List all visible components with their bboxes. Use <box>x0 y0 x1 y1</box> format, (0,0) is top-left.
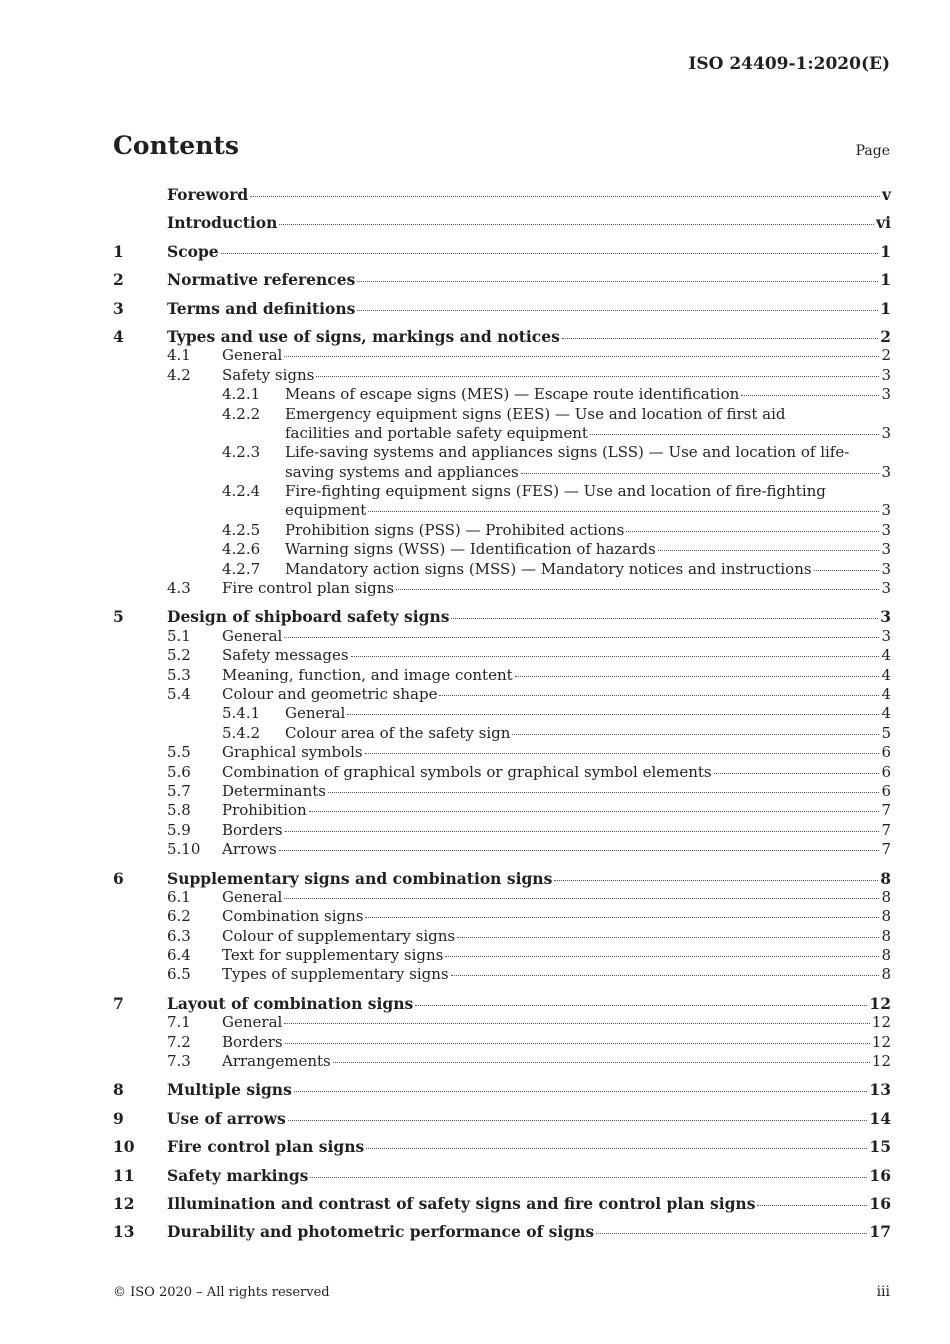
toc-entry-number: 2 <box>113 270 124 290</box>
toc-entry-page: 4 <box>881 684 891 703</box>
toc-entry-number: 8 <box>113 1080 124 1100</box>
toc-entry-title: equipment <box>285 501 367 520</box>
toc-leader-dots <box>590 434 880 435</box>
toc-entry[interactable] <box>113 666 891 685</box>
toc-entry-number: 4.2.6 <box>222 540 261 559</box>
toc-leader-dots <box>365 753 880 754</box>
toc-entry-number: 5.4.1 <box>222 704 261 723</box>
toc-entry-title: Combination signs <box>222 907 364 926</box>
page-title: Contents <box>113 131 240 160</box>
toc-entry-number: 4.2 <box>167 365 191 384</box>
toc-entry[interactable] <box>113 1080 891 1099</box>
toc-entry-number: 13 <box>113 1222 135 1242</box>
toc-entry-page: 8 <box>880 868 891 888</box>
toc-leader-dots <box>351 656 880 657</box>
toc-leader-dots <box>396 589 879 590</box>
toc-entry[interactable] <box>113 242 891 261</box>
toc-entry-page: 1 <box>880 298 891 318</box>
toc-leader-dots <box>285 1043 870 1044</box>
toc-entry-page: 14 <box>869 1108 891 1128</box>
toc-entry-number: 7 <box>113 993 124 1013</box>
toc-entry-page: 3 <box>881 462 891 481</box>
toc-entry-title: Safety markings <box>167 1165 309 1185</box>
toc-entry-page: 8 <box>881 926 891 945</box>
toc-entry-title: Layout of combination signs <box>167 993 414 1013</box>
toc-entry-number: 5.1 <box>167 626 191 645</box>
toc-entry-number: 7.2 <box>167 1032 191 1051</box>
toc-entry[interactable] <box>113 443 891 462</box>
toc-entry-title: Introduction <box>167 213 278 233</box>
toc-entry-title: Safety signs <box>222 365 315 384</box>
toc-entry-title: Fire-fighting equipment signs (FES) — Use and location of fire-fighting <box>285 482 826 501</box>
toc-entry[interactable] <box>113 1052 891 1071</box>
toc-entry-number: 5.4 <box>167 684 191 703</box>
toc-entry-page: 3 <box>881 540 891 559</box>
toc-entry-title: Borders <box>222 820 283 839</box>
toc-leader-dots <box>451 618 878 619</box>
toc-leader-dots <box>366 1148 867 1149</box>
toc-entry-title: Fire control plan signs <box>167 1137 365 1157</box>
toc-entry-page: v <box>881 185 891 204</box>
toc-leader-dots <box>814 570 880 571</box>
toc-entry-title: Warning signs (WSS) — Identification of hazards <box>285 540 656 559</box>
toc-entry-title: Multiple signs <box>167 1080 292 1100</box>
toc-entry-page: 12 <box>871 1052 891 1071</box>
toc-entry-number: 5.9 <box>167 820 191 839</box>
toc-entry-page: 3 <box>881 579 891 598</box>
toc-entry[interactable] <box>113 704 891 723</box>
toc-entry-page: 7 <box>881 820 891 839</box>
toc-entry[interactable] <box>113 1033 891 1052</box>
toc-entry[interactable] <box>113 1109 891 1128</box>
toc-entry-title: Colour of supplementary signs <box>222 926 456 945</box>
toc-leader-dots <box>515 676 880 677</box>
toc-leader-dots <box>658 550 880 551</box>
toc-entry[interactable] <box>113 946 891 965</box>
toc-entry[interactable] <box>113 366 891 385</box>
toc-leader-dots <box>316 376 879 377</box>
toc-entry-title: Arrangements <box>222 1052 331 1071</box>
toc-entry[interactable] <box>113 646 891 665</box>
toc-leader-dots <box>221 253 879 254</box>
toc-entry[interactable] <box>113 579 891 598</box>
toc-entry[interactable] <box>113 907 891 926</box>
toc-entry[interactable] <box>113 327 891 346</box>
toc-entry[interactable] <box>113 424 891 443</box>
toc-entry-title: Prohibition <box>222 801 307 820</box>
toc-leader-dots <box>288 1120 868 1121</box>
toc-entry-title: Colour area of the safety sign <box>285 723 511 742</box>
toc-entry-number: 5.10 <box>167 840 201 859</box>
toc-leader-dots <box>457 937 879 938</box>
toc-entry-page: 8 <box>881 907 891 926</box>
toc-leader-dots <box>596 1233 867 1234</box>
toc-entry-title: General <box>222 1013 283 1032</box>
toc-leader-dots <box>357 310 878 311</box>
toc-entry-title: saving systems and appliances <box>285 462 519 481</box>
toc-entry-page: vi <box>876 213 891 233</box>
toc-entry[interactable] <box>113 685 891 704</box>
toc-entry[interactable] <box>113 1137 891 1156</box>
toc-leader-dots <box>284 898 879 899</box>
page-column-label: Page <box>855 143 890 159</box>
toc-entry-title: General <box>222 626 283 645</box>
toc-entry-page: 12 <box>869 993 891 1013</box>
toc-entry[interactable] <box>113 213 891 232</box>
toc-entry-page: 3 <box>881 559 891 578</box>
toc-entry-number: 4 <box>113 326 124 346</box>
toc-leader-dots <box>347 714 879 715</box>
toc-entry-number: 4.3 <box>167 579 191 598</box>
toc-entry-number: 4.2.4 <box>222 482 261 501</box>
toc-entry-number: 6.5 <box>167 965 191 984</box>
toc-entry[interactable] <box>113 994 891 1013</box>
toc-leader-dots <box>284 637 879 638</box>
toc-entry-number: 11 <box>113 1165 135 1185</box>
toc-entry-title: Graphical symbols <box>222 743 363 762</box>
toc-entry-page: 1 <box>880 270 891 290</box>
toc-entry-title: facilities and portable safety equipment <box>285 423 588 442</box>
toc-leader-dots <box>626 531 879 532</box>
toc-entry-page: 7 <box>881 801 891 820</box>
toc-entry[interactable] <box>113 521 891 540</box>
toc-entry-title: Terms and definitions <box>167 298 356 318</box>
toc-entry-title: Types of supplementary signs <box>222 965 449 984</box>
toc-entry-title: Illumination and contrast of safety signs and fire control plan signs <box>167 1193 756 1213</box>
toc-entry[interactable] <box>113 185 891 204</box>
toc-entry-number: 1 <box>113 241 124 261</box>
toc-entry-page: 3 <box>881 520 891 539</box>
page-number: iii <box>876 1284 890 1300</box>
toc-entry-page: 5 <box>881 723 891 742</box>
toc-entry-page: 16 <box>869 1165 891 1185</box>
toc-entry-number: 5.8 <box>167 801 191 820</box>
toc-entry-title: Supplementary signs and combination signs <box>167 868 553 888</box>
toc-entry-number: 4.2.5 <box>222 520 261 539</box>
toc-entry-number: 6.2 <box>167 907 191 926</box>
toc-entry-number: 4.2.7 <box>222 559 261 578</box>
toc-entry-number: 5.7 <box>167 781 191 800</box>
toc-leader-dots <box>284 1023 870 1024</box>
toc-entry-title: Foreword <box>167 185 249 204</box>
toc-entry-page: 3 <box>881 385 891 404</box>
toc-entry[interactable] <box>113 724 891 743</box>
toc-leader-dots <box>285 831 880 832</box>
toc-leader-dots <box>279 224 874 225</box>
toc-entry-number: 7.3 <box>167 1052 191 1071</box>
toc-entry-number: 5.3 <box>167 665 191 684</box>
toc-entry[interactable] <box>113 270 891 289</box>
toc-entry-number: 3 <box>113 298 124 318</box>
toc-leader-dots <box>554 880 878 881</box>
toc-entry-number: 4.2.2 <box>222 404 261 423</box>
toc-entry-title: Fire control plan signs <box>222 579 395 598</box>
toc-entry-page: 6 <box>881 743 891 762</box>
toc-entry[interactable] <box>113 463 891 482</box>
toc-entry-title: Means of escape signs (MES) — Escape route identification <box>285 385 740 404</box>
toc-entry-page: 15 <box>869 1137 891 1157</box>
toc-entry-title: Emergency equipment signs (EES) — Use and location of first aid <box>285 404 786 423</box>
toc-entry-title: Text for supplementary signs <box>222 946 444 965</box>
table-of-contents <box>113 185 891 1242</box>
toc-entry-page: 13 <box>869 1080 891 1100</box>
toc-entry-title: Durability and photometric performance of signs <box>167 1222 595 1242</box>
toc-entry[interactable] <box>113 501 891 520</box>
toc-entry[interactable] <box>113 405 891 424</box>
toc-leader-dots <box>445 956 879 957</box>
toc-entry-page: 8 <box>881 887 891 906</box>
toc-entry-number: 10 <box>113 1137 135 1157</box>
toc-entry-page: 3 <box>881 365 891 384</box>
toc-leader-dots <box>309 811 880 812</box>
toc-entry-title: Meaning, function, and image content <box>222 665 513 684</box>
toc-entry[interactable] <box>113 1222 891 1241</box>
toc-entry-title: Borders <box>222 1032 283 1051</box>
copyright-notice: © ISO 2020 – All rights reserved <box>113 1285 330 1300</box>
toc-entry-page: 3 <box>881 423 891 442</box>
toc-entry-page: 4 <box>881 665 891 684</box>
toc-entry[interactable] <box>113 840 891 859</box>
toc-entry[interactable] <box>113 385 891 404</box>
toc-leader-dots <box>357 281 878 282</box>
toc-leader-dots <box>439 695 879 696</box>
toc-entry-title: Determinants <box>222 781 326 800</box>
toc-entry-number: 4.2.1 <box>222 385 261 404</box>
toc-entry[interactable] <box>113 869 891 888</box>
toc-entry[interactable] <box>113 540 891 559</box>
toc-entry-number: 4.2.3 <box>222 443 261 462</box>
toc-entry[interactable] <box>113 763 891 782</box>
toc-leader-dots <box>279 850 880 851</box>
toc-entry[interactable] <box>113 482 891 501</box>
toc-entry-title: Safety messages <box>222 646 349 665</box>
toc-entry-page: 3 <box>880 607 891 627</box>
toc-leader-dots <box>415 1005 867 1006</box>
toc-entry-number: 12 <box>113 1193 135 1213</box>
toc-entry-title: Scope <box>167 241 219 261</box>
toc-entry-number: 5.4.2 <box>222 723 261 742</box>
toc-entry-title: Use of arrows <box>167 1108 286 1128</box>
toc-entry-page: 2 <box>880 326 891 346</box>
toc-entry-title: Design of shipboard safety signs <box>167 607 450 627</box>
toc-entry-title: General <box>222 887 283 906</box>
toc-entry-number: 6.4 <box>167 946 191 965</box>
toc-entry-number: 9 <box>113 1108 124 1128</box>
toc-leader-dots <box>328 792 879 793</box>
toc-entry[interactable] <box>113 965 891 984</box>
toc-entry[interactable] <box>113 782 891 801</box>
toc-entry-number: 5.2 <box>167 646 191 665</box>
toc-leader-dots <box>757 1205 867 1206</box>
toc-leader-dots <box>562 338 878 339</box>
toc-entry-number: 6 <box>113 868 124 888</box>
toc-entry-page: 6 <box>881 762 891 781</box>
toc-entry-page: 3 <box>881 626 891 645</box>
toc-entry[interactable] <box>113 607 891 626</box>
toc-entry-page: 16 <box>869 1193 891 1213</box>
toc-entry-title: General <box>222 346 283 365</box>
toc-entry-page: 8 <box>881 965 891 984</box>
document-id: ISO 24409-1:2020(E) <box>688 54 890 74</box>
toc-entry[interactable] <box>113 927 891 946</box>
toc-entry[interactable] <box>113 299 891 318</box>
toc-entry-number: 4.1 <box>167 346 191 365</box>
toc-entry-page: 4 <box>881 704 891 723</box>
toc-entry[interactable] <box>113 1194 891 1213</box>
toc-leader-dots <box>368 511 879 512</box>
toc-entry-title: Prohibition signs (PSS) — Prohibited actions <box>285 520 625 539</box>
toc-leader-dots <box>451 975 880 976</box>
toc-entry-page: 12 <box>871 1032 891 1051</box>
toc-entry[interactable] <box>113 1013 891 1032</box>
toc-entry-number: 7.1 <box>167 1013 191 1032</box>
toc-entry[interactable] <box>113 346 891 365</box>
toc-entry-page: 1 <box>880 241 891 261</box>
toc-entry-number: 5 <box>113 607 124 627</box>
toc-entry[interactable] <box>113 801 891 820</box>
toc-leader-dots <box>284 356 879 357</box>
toc-entry-title: Mandatory action signs (MSS) — Mandatory notices and instructions <box>285 559 812 578</box>
toc-entry[interactable] <box>113 1166 891 1185</box>
toc-entry[interactable] <box>113 743 891 762</box>
toc-entry-page: 17 <box>869 1222 891 1242</box>
toc-entry-page: 3 <box>881 501 891 520</box>
toc-leader-dots <box>521 473 880 474</box>
toc-entry[interactable] <box>113 821 891 840</box>
toc-entry-page: 12 <box>871 1013 891 1032</box>
toc-entry-title: General <box>285 704 346 723</box>
toc-entry[interactable] <box>113 560 891 579</box>
toc-entry-title: Life-saving systems and appliances signs (LSS) — Use and location of life- <box>285 443 850 462</box>
toc-entry-number: 5.5 <box>167 743 191 762</box>
toc-entry-page: 6 <box>881 781 891 800</box>
toc-entry-number: 6.3 <box>167 926 191 945</box>
toc-entry-page: 8 <box>881 946 891 965</box>
toc-leader-dots <box>333 1062 870 1063</box>
toc-leader-dots <box>294 1091 868 1092</box>
toc-leader-dots <box>250 196 880 197</box>
toc-entry-page: 7 <box>881 840 891 859</box>
toc-leader-dots <box>714 773 880 774</box>
toc-entry-title: Colour and geometric shape <box>222 684 438 703</box>
toc-entry-page: 4 <box>881 646 891 665</box>
toc-entry-number: 5.6 <box>167 762 191 781</box>
toc-entry[interactable] <box>113 627 891 646</box>
toc-leader-dots <box>365 917 879 918</box>
toc-leader-dots <box>741 395 879 396</box>
toc-leader-dots <box>512 734 879 735</box>
toc-leader-dots <box>310 1177 867 1178</box>
toc-entry-number: 6.1 <box>167 887 191 906</box>
toc-entry-title: Combination of graphical symbols or graphical symbol elements <box>222 762 712 781</box>
toc-entry-title: Arrows <box>222 840 277 859</box>
toc-entry-title: Types and use of signs, markings and notices <box>167 326 560 346</box>
toc-entry[interactable] <box>113 888 891 907</box>
toc-entry-page: 2 <box>881 346 891 365</box>
toc-entry-title: Normative references <box>167 270 356 290</box>
